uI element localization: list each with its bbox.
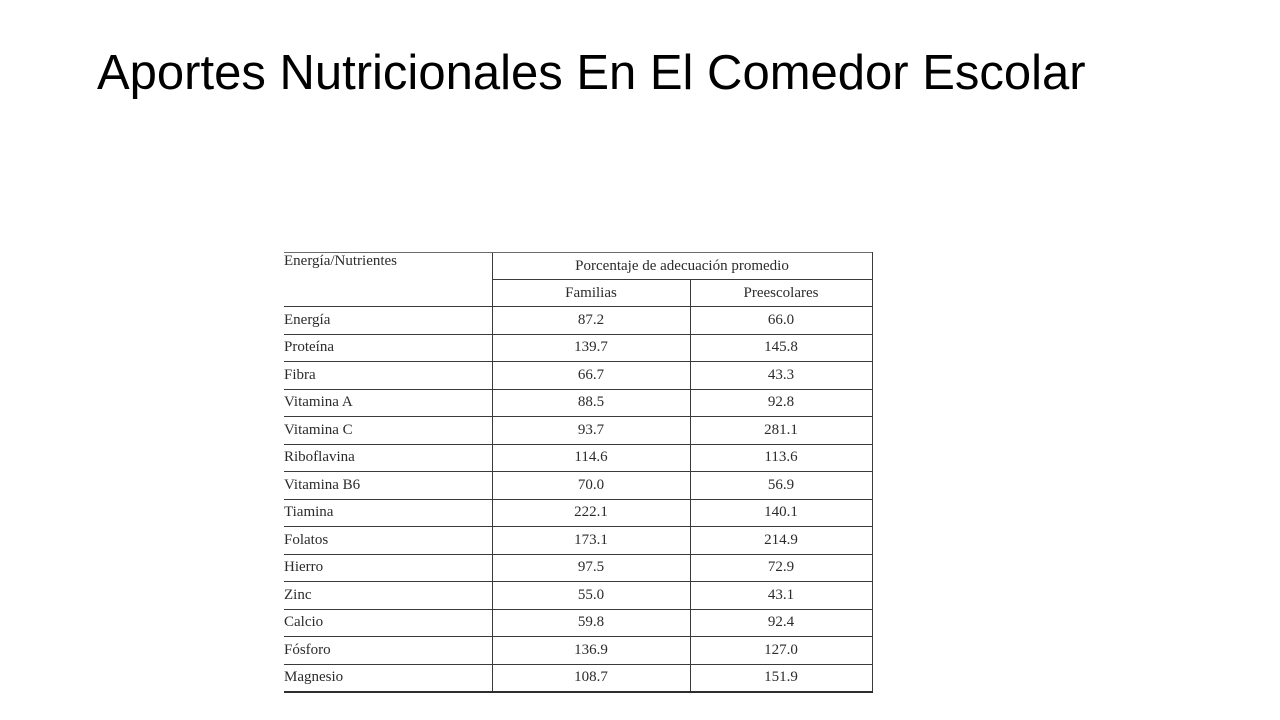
table-row [284,609,872,637]
preescolares-value-cell: 281.1 [690,417,872,445]
familias-value-cell: 66.7 [492,362,690,390]
familias-value-cell: 88.5 [492,389,690,417]
nutrient-name-cell: Magnesio [284,664,492,692]
familias-value-cell: 136.9 [492,637,690,665]
preescolares-value-cell: 72.9 [690,554,872,582]
familias-value-cell: 70.0 [492,472,690,500]
familias-value-cell: 97.5 [492,554,690,582]
table-body [284,307,872,693]
adequacy-group-header: Porcentaje de adecuación promedio [492,253,872,280]
nutrient-name-cell: Vitamina B6 [284,472,492,500]
table-row [284,582,872,610]
nutrient-column-header: Energía/Nutrientes [284,253,492,307]
preescolares-value-cell: 214.9 [690,527,872,555]
table-row [284,334,872,362]
nutrient-name-cell: Folatos [284,527,492,555]
nutrient-name-cell: Vitamina A [284,389,492,417]
preescolares-value-cell: 140.1 [690,499,872,527]
preescolares-value-cell: 127.0 [690,637,872,665]
nutrient-name-cell: Fibra [284,362,492,390]
familias-column-header: Familias [492,280,690,307]
preescolares-value-cell: 56.9 [690,472,872,500]
table-row [284,444,872,472]
preescolares-value-cell: 113.6 [690,444,872,472]
familias-value-cell: 87.2 [492,307,690,335]
table-row [284,472,872,500]
table-row [284,637,872,665]
preescolares-value-cell: 66.0 [690,307,872,335]
nutrient-name-cell: Fósforo [284,637,492,665]
preescolares-value-cell: 43.1 [690,582,872,610]
nutrient-adequacy-table [284,252,873,693]
nutrient-name-cell: Tiamina [284,499,492,527]
table-row [284,389,872,417]
familias-value-cell: 222.1 [492,499,690,527]
familias-value-cell: 114.6 [492,444,690,472]
nutrient-name-cell: Calcio [284,609,492,637]
preescolares-value-cell: 92.4 [690,609,872,637]
table-row [284,527,872,555]
familias-value-cell: 108.7 [492,664,690,692]
familias-value-cell: 139.7 [492,334,690,362]
table-row [284,499,872,527]
nutrient-name-cell: Vitamina C [284,417,492,445]
table-row [284,554,872,582]
familias-value-cell: 55.0 [492,582,690,610]
preescolares-value-cell: 92.8 [690,389,872,417]
preescolares-value-cell: 145.8 [690,334,872,362]
table-row [284,362,872,390]
table-row [284,664,872,692]
preescolares-column-header: Preescolares [690,280,872,307]
nutrient-name-cell: Hierro [284,554,492,582]
preescolares-value-cell: 43.3 [690,362,872,390]
familias-value-cell: 59.8 [492,609,690,637]
familias-value-cell: 173.1 [492,527,690,555]
nutrient-name-cell: Riboflavina [284,444,492,472]
preescolares-value-cell: 151.9 [690,664,872,692]
nutrient-name-cell: Energía [284,307,492,335]
nutrient-name-cell: Zinc [284,582,492,610]
nutrient-table-image [284,252,872,684]
table-row [284,417,872,445]
slide-title: Aportes Nutricionales En El Comedor Escolar [97,46,1086,100]
nutrient-name-cell: Proteína [284,334,492,362]
table-row [284,307,872,335]
familias-value-cell: 93.7 [492,417,690,445]
